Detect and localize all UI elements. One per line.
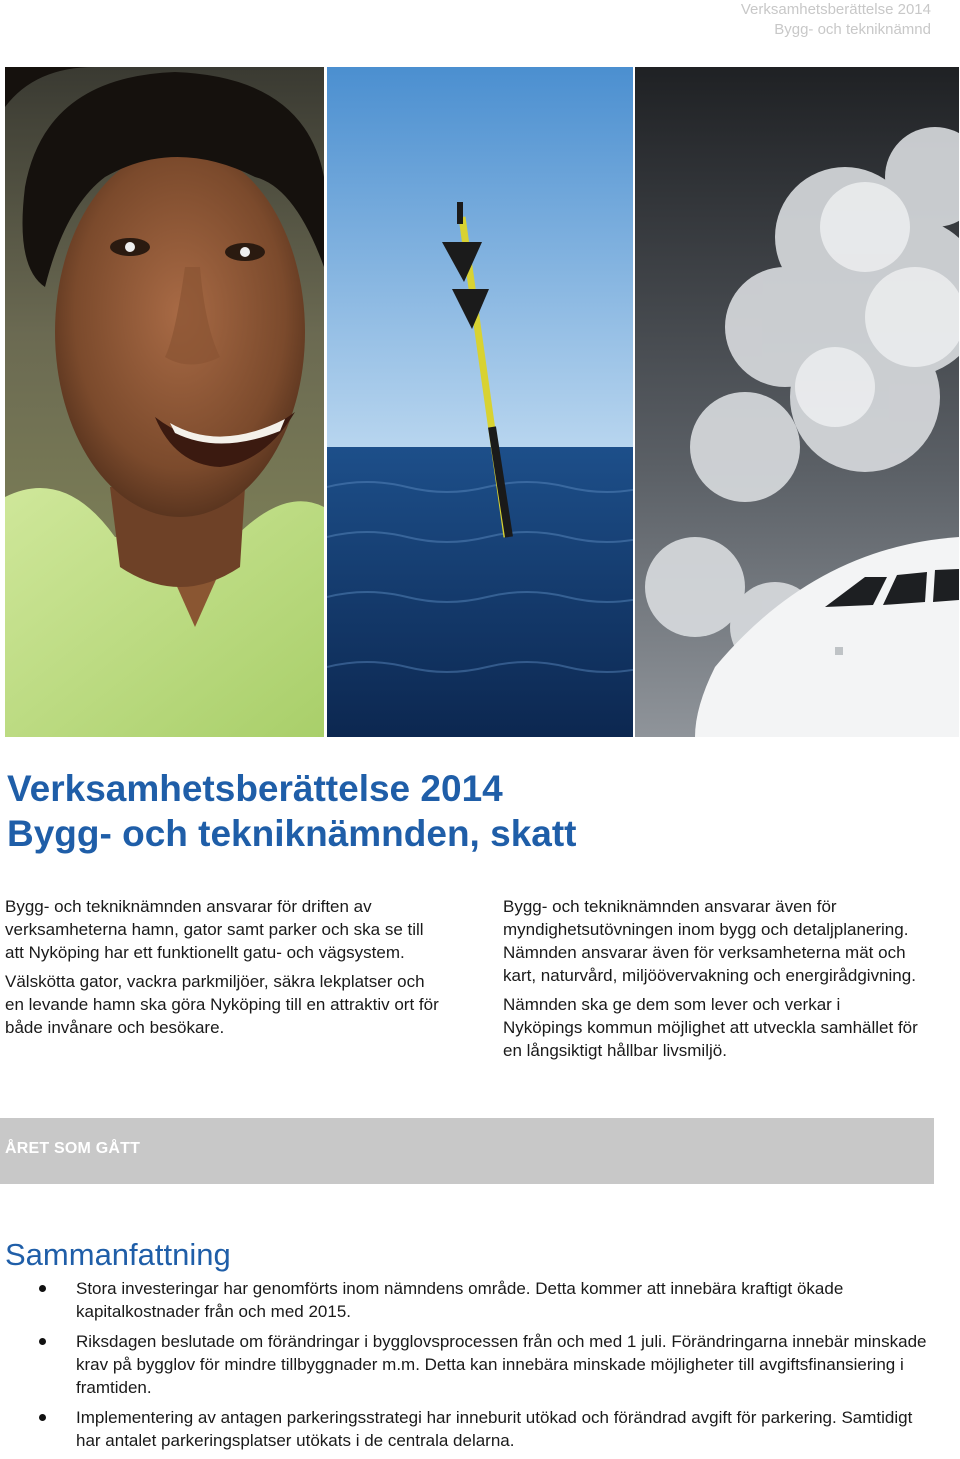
intro-left-paragraph: Välskötta gator, vackra parkmiljöer, säkra lekplatser och en levande hamn ska göra Nyköping till en attraktiv ort för både invånare och besökare. [5,972,439,1037]
page-title [7,766,577,856]
bullet-dot-icon [39,1414,46,1421]
bullet-dot-icon [39,1285,46,1292]
list-item [0,1330,940,1399]
list-item-text: Implementering av antagen parkeringsstrategi har inneburit utökad och förändrad avgift för parkering. Samtidigt har antalet parkeringsplatser utökats i de centrala delarna. [76,1408,913,1450]
page-title-line1: Verksamhetsberättelse 2014 [7,768,503,809]
section-band-label: ÅRET SOM GÅTT [5,1140,141,1157]
sea-marker-photo [327,67,633,737]
intro-right-column [503,895,923,1068]
hero-image-collage [5,67,959,737]
intro-left-paragraph: Bygg- och tekniknämnden ansvarar för driften av verksamheterna hamn, gator samt parker och ska se till att Nyköping har ett funktionellt gatu- och vägsystem. [5,897,424,962]
intro-left-column [5,895,445,1045]
intro-right-paragraph: Nämnden ska ge dem som lever och verkar i Nyköpings kommun möjlighet att utveckla samhället för en långsiktigt hållbar livsmiljö. [503,995,918,1060]
running-header [741,0,931,40]
list-item-text: Stora investeringar har genomförts inom nämndens område. Detta kommer att innebära kraftigt ökade kapitalkostnader från och med 2015. [76,1279,844,1321]
clouds-airplane-photo [635,67,959,737]
running-header-subtitle: Bygg- och tekniknämnd [774,21,931,38]
portrait-photo [5,67,324,737]
section-band [0,1118,934,1184]
intro-right-paragraph: Bygg- och tekniknämnden ansvarar även för myndighetsutövningen inom bygg och detaljplanering. Nämnden ansvarar även för verksamheterna mät och kart, naturvård, miljöövervakning och energirådgivning. [503,897,916,985]
list-item [0,1277,940,1323]
page-title-line2: Bygg- och tekniknämnden, skatt [7,813,577,854]
list-item [0,1406,940,1452]
bullet-dot-icon [39,1338,46,1345]
summary-heading: Sammanfattning [5,1237,231,1272]
summary-bullet-list [0,1277,940,1459]
running-header-title: Verksamhetsberättelse 2014 [740,1,931,18]
list-item-text: Riksdagen beslutade om förändringar i bygglovsprocessen från och med 1 juli. Förändringarna innebär minskade krav på bygglov för mindre tillbyggnader m.m. Detta kan innebära minskade möjligheter till avgiftsfinansiering i framtiden. [76,1332,927,1397]
